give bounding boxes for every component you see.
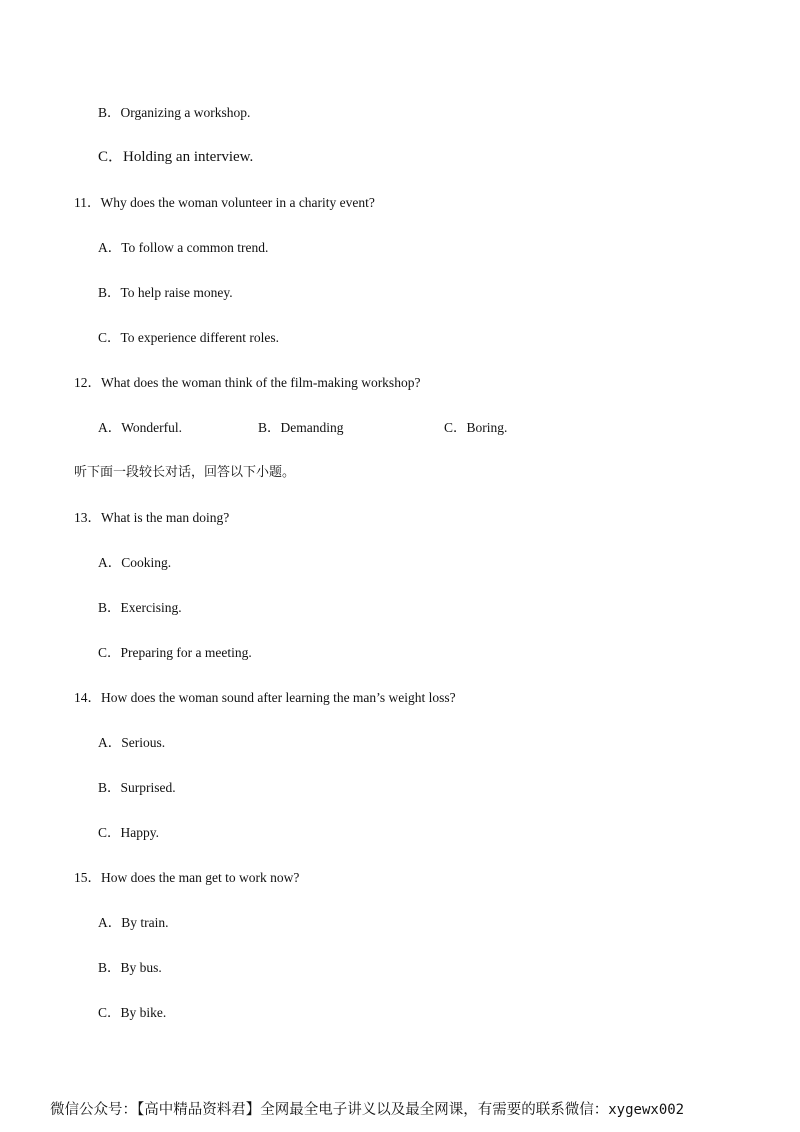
q11-option-c: C．To experience different roles. xyxy=(98,330,279,345)
q13-option-a: A．Cooking. xyxy=(98,555,172,570)
q10-option-b: B．Organizing a workshop. xyxy=(98,105,251,120)
q12-option-b: B．Demanding xyxy=(258,420,344,435)
footer-text: 微信公众号：【高中精品资料君】全网最全电子讲义以及最全网课，有需要的联系微信： xyxy=(50,1102,609,1118)
q10-option-c: C．Holding an interview. xyxy=(98,149,254,165)
q13-option-c: C．Preparing for a meeting. xyxy=(98,645,252,660)
q14-option-a: A．Serious. xyxy=(98,735,166,750)
footer-wechat-id: xygewx002 xyxy=(608,1102,685,1118)
q13-option-b: B．Exercising. xyxy=(98,600,182,615)
q15-question: 15．How does the man get to work now? xyxy=(74,870,300,885)
q13-question: 13．What is the man doing? xyxy=(74,510,230,525)
q15-option-b: B．By bus. xyxy=(98,960,162,975)
q14-option-b: B．Surprised. xyxy=(98,780,176,795)
footer-banner xyxy=(50,1100,684,1120)
q11-option-b: B．To help raise money. xyxy=(98,285,233,300)
q15-option-c: C．By bike. xyxy=(98,1005,167,1020)
q14-question: 14．How does the woman sound after learning the man’s weight loss? xyxy=(74,690,456,705)
section-instruction: 听下面一段较长对话，回答以下小题。 xyxy=(74,465,296,480)
q14-option-c: C．Happy. xyxy=(98,825,159,840)
q11-option-a: A．To follow a common trend. xyxy=(98,240,269,255)
q11-question: 11．Why does the woman volunteer in a charity event? xyxy=(74,195,375,210)
q15-option-a: A．By train. xyxy=(98,915,169,930)
q12-option-c: C．Boring. xyxy=(444,420,508,435)
q12-option-a: A．Wonderful. xyxy=(98,420,183,435)
q12-question: 12．What does the woman think of the film-making workshop? xyxy=(74,375,421,390)
